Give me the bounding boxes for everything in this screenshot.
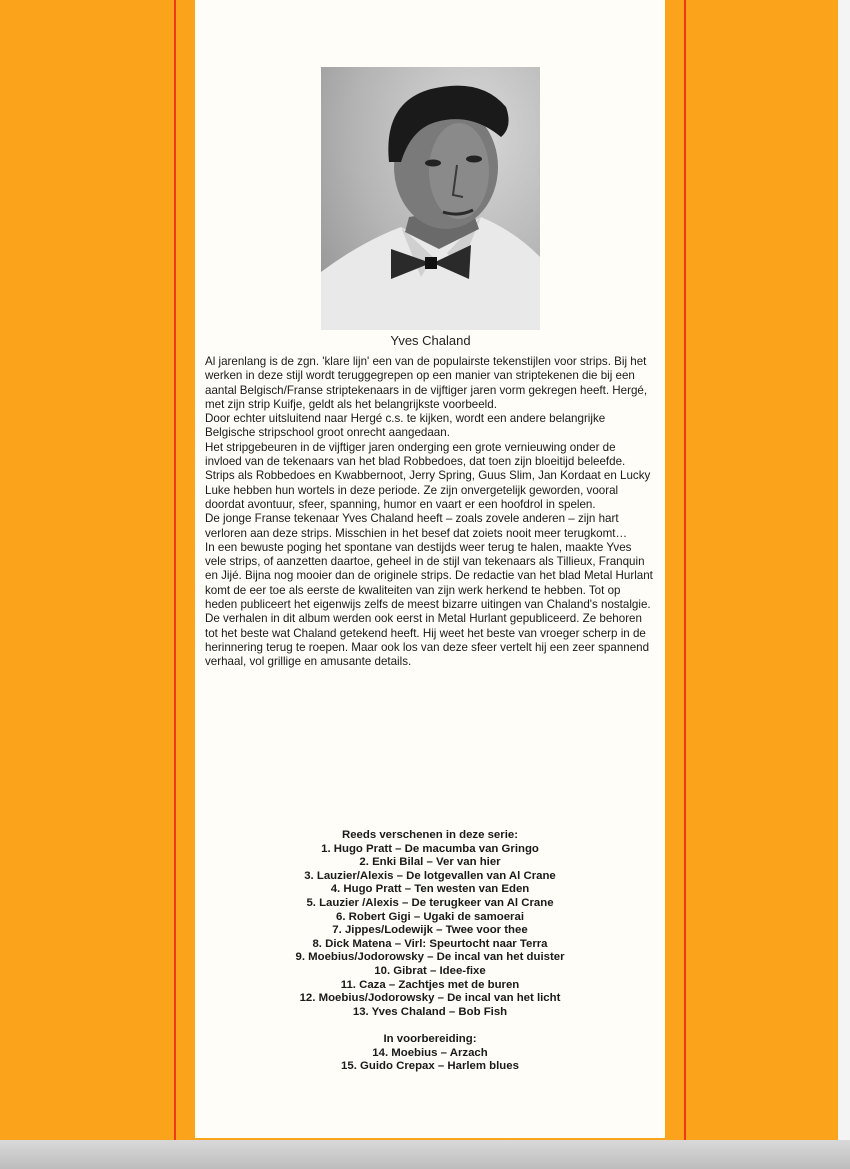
upcoming-title: 15. Guido Crepax – Harlem blues	[341, 1060, 519, 1073]
series-list	[205, 829, 655, 1074]
published-title: 11. Caza – Zachtjes met de buren	[340, 978, 520, 991]
synopsis-paragraph: Het stripgebeuren in de vijftiger jaren onderging een grote vernieuwing onder de invloed van de tekenaars van het blad Robbedoes, dat toen zijn bloeitijd beleefde. Strips als Robbedoes en Kwabbernoot, Jerry Spring, Guus Slim, Jan Kordaat en Lucky Luke hebben hun wortels in deze periode. Ze zijn onvergetelijk geworden, vooral doordat avontuur, sfeer, spanning, humor en vaart er een hoofdrol in spelen.	[205, 440, 651, 511]
synopsis-paragraph: De jonge Franse tekenaar Yves Chaland heeft – zoals zovele anderen – zijn hart verloren aan deze strips. Misschien in het besef dat zoiets nooit meer terugkomt…	[205, 512, 628, 540]
published-title: 6. Robert Gigi – Ugaki de samoerai	[335, 910, 524, 923]
right-red-rule	[684, 0, 686, 1140]
author-portrait-photo	[321, 67, 540, 330]
published-title: 5. Lauzier /Alexis – De terugkeer van Al Crane	[306, 896, 554, 909]
published-title: 13. Yves Chaland – Bob Fish	[352, 1005, 508, 1018]
published-title: 1. Hugo Pratt – De macumba van Gringo	[321, 842, 539, 855]
upcoming-heading: In voorbereiding:	[383, 1032, 477, 1045]
synopsis-paragraph: In een bewuste poging het spontane van destijds weer terug te halen, maakte Yves vele strips, of aanzetten daartoe, geheel in de stijl van tekenaars als Tillieux, Franquin en Jijé. Bijna nog mooier dan de originele strips. De redactie van het blad Metal Hurlant komt de eer toe als eerste de kwaliteiten van zijn werk herkend te hebben. Tot op heden publiceert het eigenwijs zelfs de meest bizarre uitingen van Chaland's nostalgie.	[205, 540, 653, 612]
published-title: 2. Enki Bilal – Ver van hier	[359, 856, 501, 869]
portrait-illustration	[321, 67, 540, 330]
synopsis-paragraph: De verhalen in dit album werden ook eerst in Metal Hurlant gepubliceerd. Ze behoren tot het beste wat Chaland getekend heeft. Hij weet het beste van vroeger scherp in de herinnering terug te roepen. Maar ook los van deze sfeer vertelt hij een zeer spannend verhaal, vol grillige en amusante details.	[205, 612, 650, 669]
synopsis-paragraph: Door echter uitsluitend naar Hergé c.s. te kijken, wordt een andere belangrijke Belgische stripschool groot onrecht aangedaan.	[205, 412, 606, 440]
scan-margin-bottom	[0, 1140, 850, 1169]
published-titles	[205, 843, 655, 1020]
published-title: 4. Hugo Pratt – Ten westen van Eden	[330, 883, 530, 896]
synopsis-paragraph: Al jarenlang is de zgn. 'klare lijn' een van de populairste tekenstijlen voor strips. Bij het werken in deze stijl wordt teruggegrepen op een manier van striptekenen die bij een aantal Belgisch/Franse striptekenaars in de vijftiger jaren vorm gekregen heeft. Hergé, met zijn strip Kuifje, geldt als het belangrijkste voorbeeld.	[205, 355, 648, 411]
published-title: 8. Dick Matena – Virl: Speurtocht naar Terra	[312, 937, 548, 950]
published-heading: Reeds verschenen in deze serie:	[341, 829, 518, 841]
upcoming-titles	[205, 1047, 655, 1074]
published-title: 7. Jippes/Lodewijk – Twee voor thee	[332, 924, 528, 937]
synopsis-text	[205, 355, 655, 670]
left-red-rule	[174, 0, 176, 1140]
scan-margin-right	[838, 0, 850, 1169]
published-title: 10. Gibrat – Idee-fixe	[374, 964, 486, 977]
published-title: 9. Moebius/Jodorowsky – De incal van het duister	[295, 951, 565, 964]
upcoming-title: 14. Moebius – Arzach	[372, 1046, 488, 1059]
published-title: 12. Moebius/Jodorowsky – De incal van het licht	[299, 992, 561, 1005]
photo-caption: Yves Chaland	[390, 333, 471, 348]
list-spacer	[205, 1019, 655, 1033]
published-title: 3. Lauzier/Alexis – De lotgevallen van Al Crane	[304, 869, 556, 882]
